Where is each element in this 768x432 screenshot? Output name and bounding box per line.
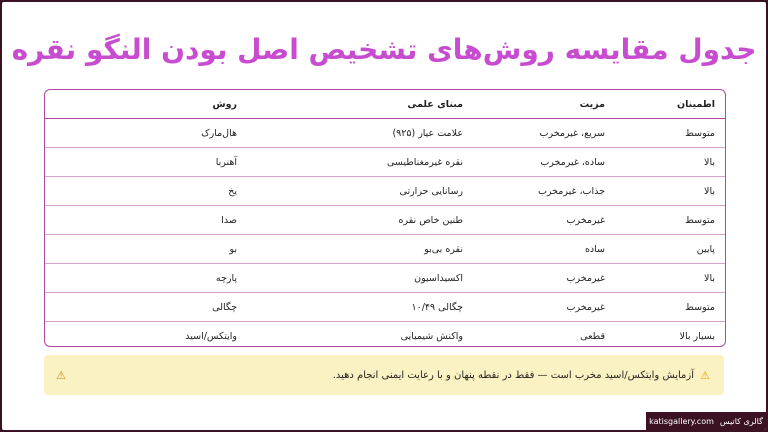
footer-brand-bar <box>646 412 766 430</box>
cell-basis: اکسیداسیون <box>247 264 473 293</box>
cell-confidence: متوسط <box>685 127 715 139</box>
cell-method: بو <box>45 235 247 264</box>
header-advantage: مزیت <box>473 90 615 119</box>
warning-banner <box>44 355 724 395</box>
cell-method: یخ <box>45 177 247 206</box>
footer-brand: گالری کاتیس <box>719 416 763 426</box>
table-row <box>45 322 725 348</box>
table-row <box>45 235 725 264</box>
cell-confidence: متوسط <box>615 293 725 322</box>
cell-confidence: متوسط <box>615 206 725 235</box>
warning-icon: ⚠ <box>700 368 710 382</box>
warning-icon: ⚠ <box>56 368 66 382</box>
cell-basis: نقره بی‌بو <box>247 235 473 264</box>
cell-basis: واکنش شیمیایی <box>247 322 473 348</box>
cell-basis: طنین خاص نقره <box>247 206 473 235</box>
header-method: روش <box>45 90 247 119</box>
table-row <box>45 264 725 293</box>
cell-method: صدا <box>45 206 247 235</box>
cell-advantage: سریع، غیرمخرب <box>539 127 605 139</box>
cell-confidence: بالا <box>615 264 725 293</box>
cell-method: پارچه <box>45 264 247 293</box>
cell-advantage: جذاب، غیرمخرب <box>473 177 615 206</box>
cell-method: هال‌مارک <box>201 127 237 139</box>
cell-method: چگالی <box>45 293 247 322</box>
warning-text: آزمایش وایتکس/اسید مخرب است — فقط در نقطه پنهان و با رعایت ایمنی انجام دهید. <box>332 369 694 381</box>
comparison-table-container <box>44 89 726 347</box>
table-row <box>45 177 725 206</box>
header-scientific-basis: مبنای علمی <box>247 90 473 119</box>
table-row <box>45 148 725 177</box>
cell-advantage: غیرمخرب <box>473 293 615 322</box>
cell-basis: علامت عیار (۹۲۵) <box>392 127 463 139</box>
table-row <box>45 293 725 322</box>
cell-method: آهنربا <box>45 148 247 177</box>
footer-site: katisgallery.com <box>649 416 714 426</box>
page-title: جدول مقایسه روش‌های تشخیص اصل بودن النگو نقره <box>11 33 757 66</box>
cell-basis: رسانایی حرارتی <box>247 177 473 206</box>
header-confidence: اطمینان <box>615 90 725 119</box>
table-header-row <box>45 90 725 119</box>
cell-advantage: غیرمخرب <box>473 206 615 235</box>
cell-advantage: غیرمخرب <box>473 264 615 293</box>
cell-confidence: بالا <box>615 148 725 177</box>
cell-basis: چگالی ۱۰/۴۹ <box>247 293 473 322</box>
cell-confidence: بسیار بالا <box>615 322 725 348</box>
cell-basis: نقره غیرمغناطیسی <box>247 148 473 177</box>
comparison-table <box>45 90 725 347</box>
cell-advantage: ساده <box>473 235 615 264</box>
cell-advantage: ساده، غیرمخرب <box>473 148 615 177</box>
cell-method: وایتکس/اسید <box>45 322 247 348</box>
cell-confidence: پایین <box>615 235 725 264</box>
cell-confidence: بالا <box>615 177 725 206</box>
table-row <box>45 206 725 235</box>
slide-canvas <box>2 2 766 430</box>
table-row <box>45 119 725 148</box>
cell-advantage: قطعی <box>473 322 615 348</box>
